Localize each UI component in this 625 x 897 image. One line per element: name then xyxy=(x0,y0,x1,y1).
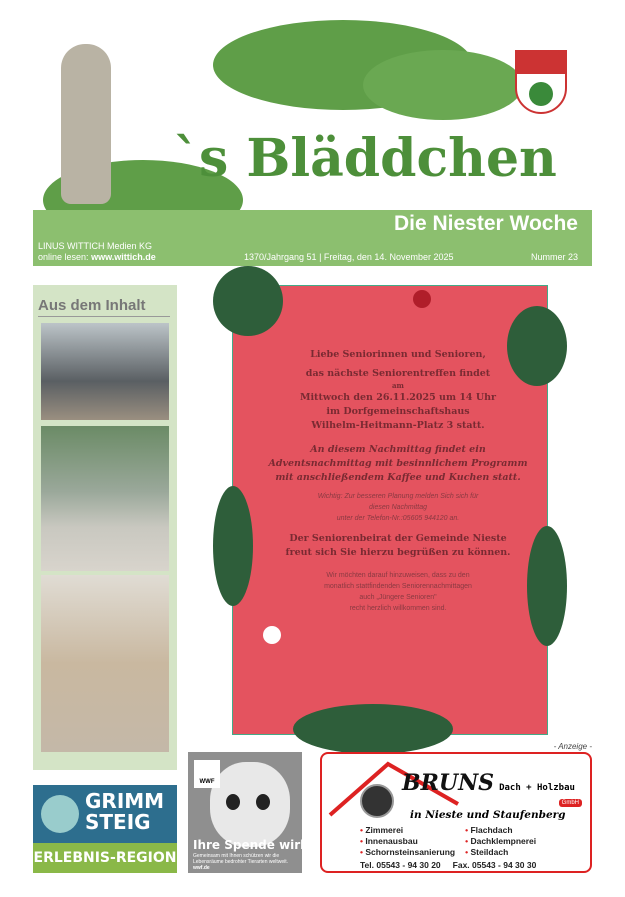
flyer-footer: Wir möchten darauf hinzuweisen, dass zu den xyxy=(326,572,470,579)
wwf-ad[interactable] xyxy=(188,752,320,873)
roofer-emblem-icon xyxy=(360,784,394,818)
flyer-date: Mittwoch den 26.11.2025 um 14 Uhr xyxy=(299,392,497,403)
publication-subtitle: Die Niester Woche xyxy=(393,212,578,235)
bruns-location: in Nieste und Staufenberg xyxy=(410,809,566,821)
wwf-headline: Ihre Spende wirkt! xyxy=(193,838,320,852)
wwf-url[interactable]: wwf.de xyxy=(193,865,210,871)
issue-info: 1370/Jahrgang 51 | Freitag, den 14. November 2025 xyxy=(244,252,454,262)
bruns-name-row xyxy=(402,770,575,796)
volleyball-photo-2[interactable] xyxy=(41,575,169,752)
flyer-line: An diesem Nachmittag findet ein xyxy=(310,444,486,455)
service-item: • Innenausbau xyxy=(360,836,418,846)
flyer-line: das nächste Seniorentreffen findet xyxy=(305,368,491,379)
bruns-contact xyxy=(360,860,536,870)
publisher: LINUS WITTICH Medien KG xyxy=(38,241,153,251)
flyer-note: diesen Nachmittag xyxy=(369,504,427,511)
tree-figure-illustration xyxy=(61,44,111,204)
flyer-greeting: Liebe Seniorinnen und Senioren, xyxy=(310,349,486,360)
service-item: • Zimmerei xyxy=(360,825,404,835)
volleyball-photo-1[interactable] xyxy=(41,426,169,571)
senior-meeting-flyer xyxy=(232,285,548,735)
flyer-line: Adventsnachmittag mit besinnlichem Programm xyxy=(268,458,528,469)
online-url[interactable]: www.wittich.de xyxy=(91,252,156,262)
flyer-address: Wilhelm-Heitmann-Platz 3 statt. xyxy=(311,420,485,431)
grimmsteig-ad[interactable] xyxy=(33,785,177,873)
bruns-services xyxy=(360,825,536,858)
flyer-line: am xyxy=(392,381,404,390)
grimm-region-label: ERLEBNIS-REGION xyxy=(33,843,177,873)
service-item: • Dachklempnerei xyxy=(465,836,537,846)
service-item: • Steildach xyxy=(465,847,509,857)
bruns-fax: Fax. 05543 - 94 30 30 xyxy=(452,860,537,870)
bruns-ad[interactable] xyxy=(320,752,592,873)
grimm-brothers-icon xyxy=(41,795,79,833)
flyer-closing: freut sich Sie hierzu begrüßen zu können. xyxy=(285,547,511,558)
online-prefix: online lesen: xyxy=(38,252,89,262)
flyer-footer: monatlich stattfindenden Seniorennachmittagen xyxy=(324,583,472,590)
grimm-line1: GRIMM xyxy=(85,789,165,813)
bruns-tagline: Dach + Holzbau xyxy=(499,783,575,793)
coat-of-arms-icon xyxy=(515,50,567,114)
wwf-logo: WWF xyxy=(194,760,220,788)
contents-sidebar xyxy=(33,285,177,770)
service-item: • Schornsteinsanierung xyxy=(360,847,456,857)
publication-title: `s Bläddchen xyxy=(173,128,557,189)
group-photo[interactable] xyxy=(41,323,169,420)
bruns-name: BRUNS xyxy=(402,770,495,796)
flyer-line: mit anschließendem Kaffee und Kuchen statt. xyxy=(275,472,521,483)
flyer-footer: auch „Jüngere Senioren" xyxy=(359,594,437,601)
flyer-footer: recht herzlich willkommen sind. xyxy=(349,605,447,612)
issue-number: Nummer 23 xyxy=(530,252,578,262)
advertisement-label: - Anzeige - xyxy=(553,742,592,751)
flyer-venue: im Dorfgemeinschaftshaus xyxy=(326,406,470,417)
bruns-legal: GmbH xyxy=(559,799,582,807)
service-item: • Flachdach xyxy=(465,825,513,835)
wwf-text: Gemeinsam mit Ihnen schützen wir die Lebensräume bedrohter Tierarten weltweit. wwf.de xyxy=(193,853,289,871)
masthead xyxy=(33,40,592,266)
flyer-phone: unter der Telefon-Nr.:05605 944120 an. xyxy=(336,515,460,522)
flyer-note: Wichtig: Zur besseren Planung melden Sich sich für xyxy=(317,493,479,500)
bruns-phone: Tel. 05543 - 94 30 20 xyxy=(360,860,441,870)
online-link-line xyxy=(38,252,156,262)
grimm-line2: STEIG xyxy=(85,810,151,834)
contents-heading: Aus dem Inhalt xyxy=(38,297,170,317)
flyer-closing: Der Seniorenbeirat der Gemeinde Nieste xyxy=(289,533,507,544)
